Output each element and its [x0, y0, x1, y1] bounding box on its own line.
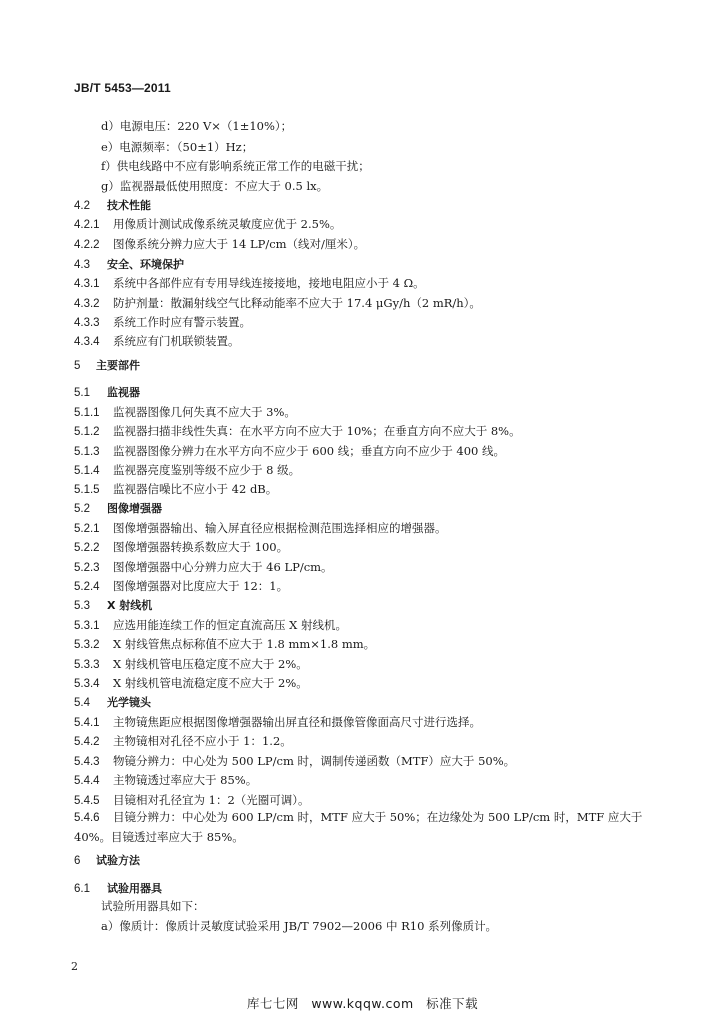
clause-5-1-5: 5.1.5 监视器信噪比不应小于 42 dB。 — [74, 482, 278, 496]
clause-5-1-1: 5.1.1 监视器图像几何失真不应大于 3%。 — [74, 405, 296, 419]
clause-4-2-2: 4.2.2 图像系统分辨力应大于 14 LP/cm（线对/厘米）。 — [74, 237, 366, 251]
footer-site-name: 库七七网 — [246, 996, 299, 1011]
clause-5-2-2: 5.2.2 图像增强器转换系数应大于 100。 — [74, 540, 289, 554]
list-item-g: g）监视器最低使用照度：不应大于 0.5 lx。 — [101, 179, 329, 193]
list-item-f: f）供电线路中不应有影响系统正常工作的电磁干扰； — [101, 159, 370, 173]
clause-5-1-2: 5.1.2 监视器扫描非线性失真：在水平方向不应大于 10%；在垂直方向不应大于 8%。 — [74, 424, 521, 438]
clause-5-2-4: 5.2.4 图像增强器对比度应大于 12：1。 — [74, 579, 289, 593]
section-heading-6-1: 6.1 试验用器具 — [74, 882, 162, 895]
standard-code-header: JB/T 5453—2011 — [74, 81, 171, 95]
clause-4-3-4: 4.3.4 系统应有门机联锁装置。 — [74, 334, 240, 348]
clause-5-2-3: 5.2.3 图像增强器中心分辨力应大于 46 LP/cm。 — [74, 560, 333, 574]
chapter-heading-5: 5 主要部件 — [74, 359, 140, 372]
section-heading-5-3: 5.3 X 射线机 — [74, 599, 153, 612]
clause-5-1-4: 5.1.4 监视器亮度鉴别等级不应少于 8 级。 — [74, 463, 301, 477]
clause-4-3-3: 4.3.3 系统工作时应有警示装置。 — [74, 315, 251, 329]
clause-5-2-1: 5.2.1 图像增强器输出、输入屏直径应根据检测范围选择相应的增强器。 — [74, 521, 447, 535]
clause-5-3-3: 5.3.3 X 射线机管电压稳定度不应大于 2%。 — [74, 657, 308, 671]
clause-5-3-1: 5.3.1 应选用能连续工作的恒定直流高压 X 射线机。 — [74, 618, 347, 632]
list-item-e: e）电源频率：（50±1）Hz； — [101, 140, 254, 154]
clause-4-3-2: 4.3.2 防护剂量：散漏射线空气比释动能率不应大于 17.4 μGy/h（2 mR/h）。 — [74, 296, 481, 310]
list-item-a: a）像质计：像质计灵敏度试验采用 JB/T 7902—2006 中 R10 系列像质计。 — [101, 919, 498, 933]
footer-url[interactable]: www.kqqw.com — [311, 996, 414, 1011]
chapter-heading-6: 6 试验方法 — [74, 854, 140, 867]
section-heading-4-3: 4.3 安全、环境保护 — [74, 258, 184, 271]
section-heading-5-4: 5.4 光学镜头 — [74, 696, 151, 709]
clause-4-2-1: 4.2.1 用像质计测试成像系统灵敏度应优于 2.5%。 — [74, 217, 342, 231]
clause-4-3-1: 4.3.1 系统中各部件应有专用导线连接接地，接地电阻应小于 4 Ω。 — [74, 276, 425, 290]
clause-5-4-5: 5.4.5 目镜相对孔径宜为 1：2（光圈可调）。 — [74, 793, 310, 807]
footer-tagline: 标准下载 — [426, 996, 479, 1011]
clause-5-4-3: 5.4.3 物镜分辨力：中心处为 500 LP/cm 时，调制传递函数（MTF）应大于 50%。 — [74, 754, 516, 768]
clause-5-3-2: 5.3.2 X 射线管焦点标称值不应大于 1.8 mm×1.8 mm。 — [74, 637, 376, 651]
clause-5-4-6: 5.4.6 目镜分辨力：中心处为 600 LP/cm 时，MTF 应大于 50%；在边缘处为 500 LP/cm 时，MTF 应大于 40%。目镜透过率应大于 85%。 — [74, 810, 643, 844]
list-item-d: d）电源电压：220 V×（1±10%）； — [101, 119, 293, 133]
page-number: 2 — [71, 960, 78, 973]
section-heading-5-2: 5.2 图像增强器 — [74, 502, 162, 515]
clause-5-4-2: 5.4.2 主物镜相对孔径不应小于 1：1.2。 — [74, 734, 292, 748]
clause-5-4-4: 5.4.4 主物镜透过率应大于 85%。 — [74, 773, 258, 787]
paragraph-instruments: 试验所用器具如下： — [101, 899, 205, 913]
clause-5-1-3: 5.1.3 监视器图像分辨力在水平方向不应少于 600 线；垂直方向不应少于 400 线。 — [74, 444, 506, 458]
section-heading-5-1: 5.1 监视器 — [74, 386, 140, 399]
clause-5-3-4: 5.3.4 X 射线机管电流稳定度不应大于 2%。 — [74, 676, 308, 690]
section-heading-4-2: 4.2 技术性能 — [74, 199, 151, 212]
clause-5-4-1: 5.4.1 主物镜焦距应根据图像增强器输出屏直径和摄像管像面高尺寸进行选择。 — [74, 715, 481, 729]
footer-watermark — [0, 994, 725, 1012]
